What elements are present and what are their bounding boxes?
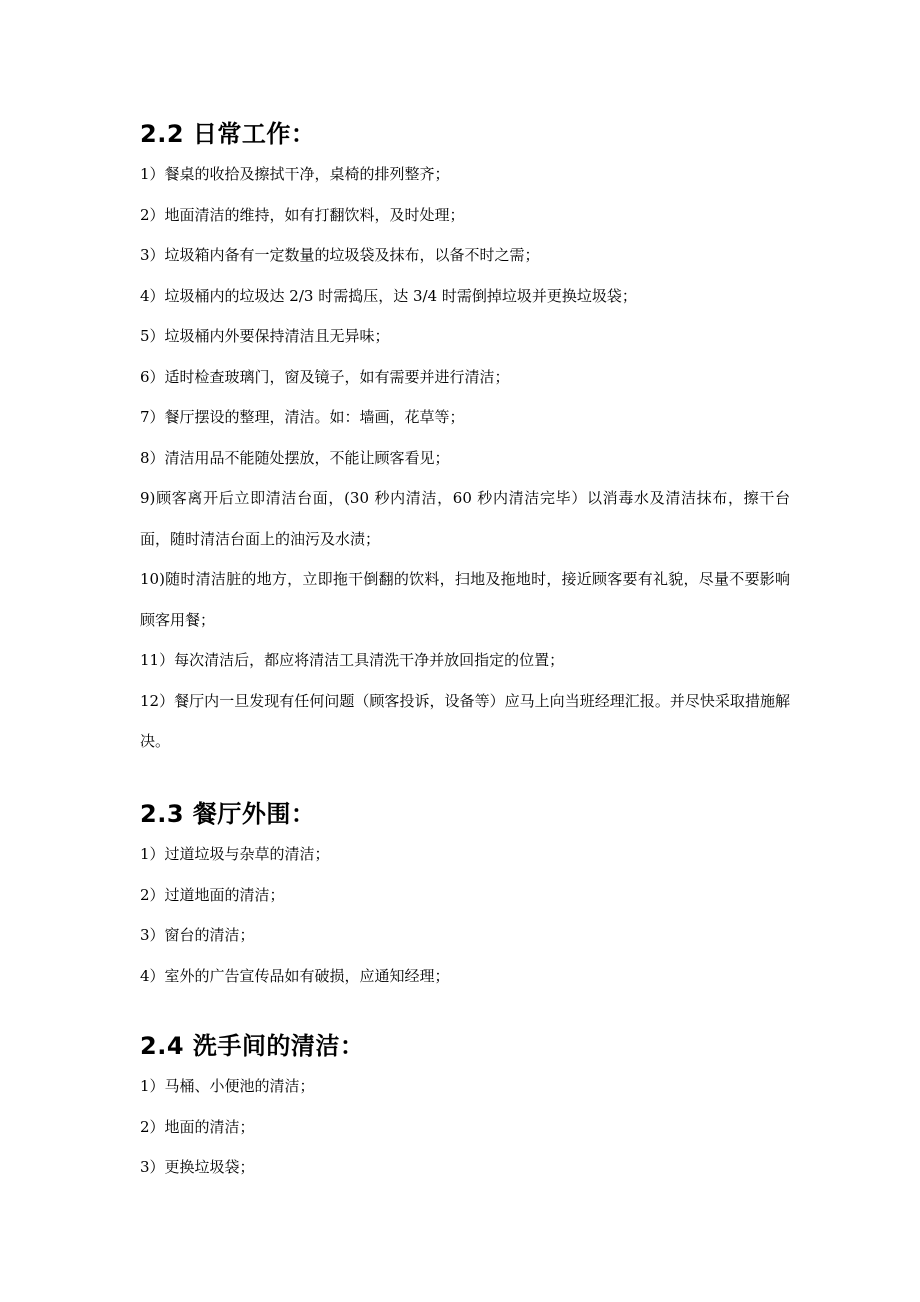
list-item: 8）清洁用品不能随处摆放，不能让顾客看见；: [140, 448, 450, 467]
list-item: 4）室外的广告宣传品如有破损，应通知经理；: [140, 966, 450, 985]
list-item: 1）过道垃圾与杂草的清洁；: [140, 845, 330, 863]
list-item: 3）更换垃圾袋；: [140, 1158, 255, 1176]
section-heading: 2.3 餐厅外围：: [140, 800, 316, 828]
list-item: 12）餐厅内一旦发现有任何问题（顾客投诉，设备等）应马上向当班经理汇报。并尽快采取措施解决。: [140, 691, 790, 750]
list-item: 2）地面的清洁；: [140, 1117, 255, 1136]
list-item: 6）适时检查玻璃门，窗及镜子，如有需要并进行清洁；: [140, 367, 510, 386]
list-item: 2）过道地面的清洁；: [140, 885, 285, 904]
list-item: 3）窗台的清洁；: [140, 926, 255, 944]
section-restaurant-exterior: [140, 794, 790, 996]
list-item: 7）餐厅摆设的整理，清洁。如：墙画，花草等；: [140, 408, 465, 426]
list-item: 1）马桶、小便池的清洁；: [140, 1077, 315, 1095]
list-item: 1）餐桌的收拾及擦拭干净，桌椅的排列整齐；: [140, 165, 450, 183]
list-item: 11）每次清洁后，都应将清洁工具清洗干净并放回指定的位置；: [140, 651, 565, 669]
list-item: 5）垃圾桶内外要保持清洁且无异味；: [140, 327, 390, 345]
list-item: 2）地面清洁的维持，如有打翻饮料，及时处理；: [140, 205, 465, 224]
list-item: 4）垃圾桶内的垃圾达 2/3 时需捣压，达 3/4 时需倒掉垃圾并更换垃圾袋；: [140, 286, 637, 305]
section-heading: 2.2 日常工作：: [140, 120, 316, 148]
section-heading: 2.4 洗手间的清洁：: [140, 1032, 365, 1060]
section-daily-work: [140, 114, 790, 762]
list-item: 9)顾客离开后立即清洁台面，(30 秒内清洁，60 秒内清洁完毕）以消毒水及清洁抹布，擦干台面，随时清洁台面上的油污及水渍；: [140, 489, 790, 548]
section-restroom-cleaning: [140, 1026, 790, 1188]
list-item: 10)随时清洁脏的地方，立即拖干倒翻的饮料，扫地及拖地时，接近顾客要有礼貌，尽量不要影响顾客用餐；: [140, 570, 790, 629]
list-item: 3）垃圾箱内备有一定数量的垃圾袋及抹布，以备不时之需；: [140, 246, 540, 264]
